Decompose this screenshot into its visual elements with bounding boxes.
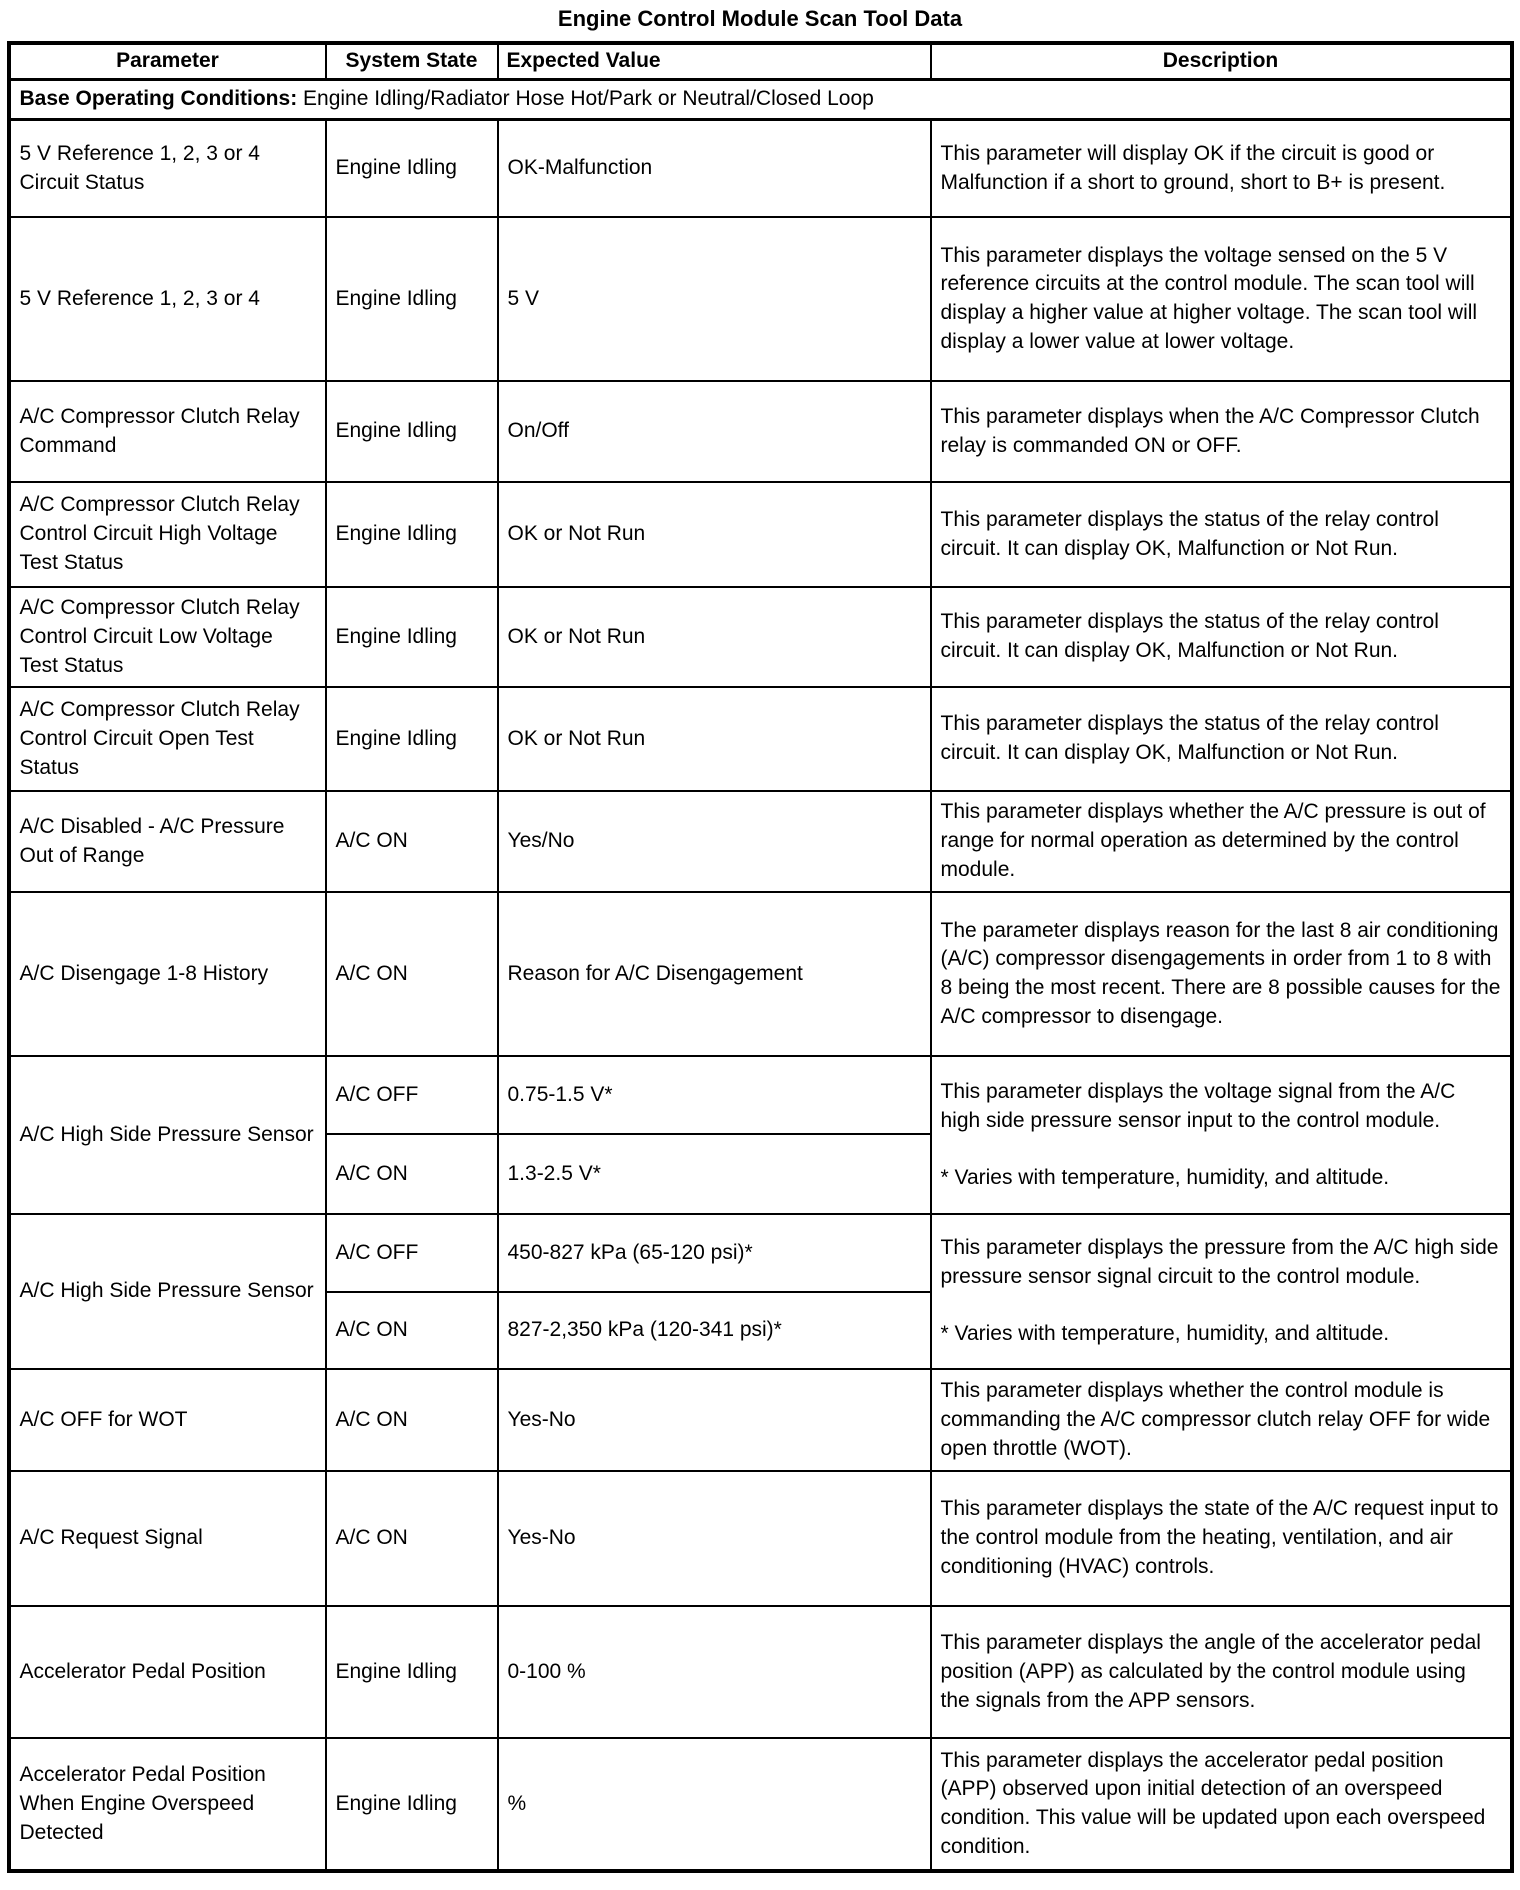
- description-paragraph: This parameter displays the status of the relay control circuit. It can display OK, Malfunction or Not Run.: [940, 507, 1439, 560]
- base-conditions-label: Base Operating Conditions:: [19, 86, 298, 110]
- page-title: Engine Control Module Scan Tool Data: [557, 6, 963, 31]
- description-paragraph: This parameter displays when the A/C Compressor Clutch relay is commanded ON or OFF.: [940, 404, 1480, 457]
- parameter-cell: Accelerator Pedal Position When Engine Overspeed Detected: [9, 1738, 326, 1871]
- table-row: [9, 1738, 1512, 1871]
- expected-value-cell: Yes-No: [498, 1369, 931, 1471]
- description-paragraph: This parameter displays the state of the A/C request input to the control module from the heating, ventilation, and air conditioning (HVAC) controls.: [940, 1497, 1499, 1579]
- table-row: [9, 892, 1512, 1056]
- scan-tool-data-table: [7, 41, 1514, 1873]
- expected-value-cell: 0.75-1.5 V*: [498, 1056, 931, 1134]
- table-row: [9, 217, 1512, 381]
- expected-value-cell: Yes/No: [498, 791, 931, 892]
- description-paragraph: This parameter displays the status of the relay control circuit. It can display OK, Malfunction or Not Run.: [940, 610, 1439, 663]
- description-paragraph: This parameter displays the voltage signal from the A/C high side pressure sensor input to the control module.: [940, 1079, 1456, 1132]
- expected-value-cell: OK or Not Run: [498, 587, 931, 687]
- description-cell: [931, 381, 1512, 482]
- description-paragraph: This parameter displays the accelerator pedal position (APP) observed upon initial detection of an overspeed condition. This value will be updated upon each overspeed condition.: [940, 1748, 1486, 1859]
- description-paragraph: This parameter displays the status of the relay control circuit. It can display OK, Malfunction or Not Run.: [940, 712, 1439, 765]
- expected-value-cell: Yes-No: [498, 1471, 931, 1606]
- description-cell: [931, 1056, 1512, 1214]
- system-state-cell: A/C ON: [326, 892, 498, 1056]
- description-paragraph: * Varies with temperature, humidity, and altitude.: [940, 1165, 1390, 1189]
- description-cell: [931, 687, 1512, 791]
- parameter-cell: A/C High Side Pressure Sensor: [9, 1056, 326, 1214]
- expected-value-cell: OK or Not Run: [498, 687, 931, 791]
- table-row: [9, 587, 1512, 687]
- parameter-cell: 5 V Reference 1, 2, 3 or 4 Circuit Status: [9, 119, 326, 217]
- description-paragraph: This parameter will display OK if the circuit is good or Malfunction if a short to ground, short to B+ is present.: [940, 141, 1446, 194]
- parameter-cell: A/C Compressor Clutch Relay Control Circuit Low Voltage Test Status: [9, 587, 326, 687]
- parameter-cell: A/C Disabled - A/C Pressure Out of Range: [9, 791, 326, 892]
- system-state-cell: A/C ON: [326, 1369, 498, 1471]
- description-cell: [931, 1369, 1512, 1471]
- parameter-cell: A/C Compressor Clutch Relay Control Circuit Open Test Status: [9, 687, 326, 791]
- system-state-cell: Engine Idling: [326, 1606, 498, 1738]
- table-row: [9, 119, 1512, 217]
- table-row: [9, 1056, 1512, 1134]
- parameter-cell: A/C High Side Pressure Sensor: [9, 1214, 326, 1369]
- system-state-cell: A/C OFF: [326, 1214, 498, 1292]
- description-paragraph: This parameter displays the voltage sensed on the 5 V reference circuits at the control module. The scan tool will display a higher value at higher voltage. The scan tool will display a lower value at lower voltage.: [940, 243, 1478, 354]
- base-conditions-text: Engine Idling/Radiator Hose Hot/Park or Neutral/Closed Loop: [297, 86, 874, 110]
- table-row: [9, 687, 1512, 791]
- description-paragraph: This parameter displays the pressure from the A/C high side pressure sensor signal circuit to the control module.: [940, 1236, 1499, 1289]
- system-state-cell: A/C ON: [326, 1134, 498, 1214]
- description-paragraph: The parameter displays reason for the last 8 air conditioning (A/C) compressor disengagements in order from 1 to 8 with 8 being the most recent. There are 8 possible causes for the A/C compressor to disengage.: [940, 918, 1501, 1029]
- table-row: [9, 791, 1512, 892]
- expected-value-cell: %: [498, 1738, 931, 1871]
- table-row: [9, 1471, 1512, 1606]
- expected-value-cell: On/Off: [498, 381, 931, 482]
- column-header-system-state: System State: [326, 43, 498, 79]
- parameter-cell: A/C Compressor Clutch Relay Command: [9, 381, 326, 482]
- table-row: [9, 1606, 1512, 1738]
- description-cell: [931, 119, 1512, 217]
- description-cell: [931, 1738, 1512, 1871]
- expected-value-cell: 450-827 kPa (65-120 psi)*: [498, 1214, 931, 1292]
- system-state-cell: A/C ON: [326, 1471, 498, 1606]
- expected-value-cell: 1.3-2.5 V*: [498, 1134, 931, 1214]
- system-state-cell: Engine Idling: [326, 587, 498, 687]
- parameter-cell: A/C Compressor Clutch Relay Control Circuit High Voltage Test Status: [9, 482, 326, 587]
- expected-value-cell: OK or Not Run: [498, 482, 931, 587]
- description-cell: [931, 217, 1512, 381]
- description-paragraph: This parameter displays the angle of the accelerator pedal position (APP) as calculated by the control module using the signals from the APP sensors.: [940, 1630, 1481, 1712]
- system-state-cell: Engine Idling: [326, 482, 498, 587]
- expected-value-cell: 0-100 %: [498, 1606, 931, 1738]
- expected-value-cell: 5 V: [498, 217, 931, 381]
- table-row: [9, 381, 1512, 482]
- system-state-cell: Engine Idling: [326, 217, 498, 381]
- description-cell: [931, 587, 1512, 687]
- description-paragraph: This parameter displays whether the control module is commanding the A/C compressor clutch relay OFF for wide open throttle (WOT).: [940, 1378, 1491, 1460]
- table-row: [9, 1369, 1512, 1471]
- description-paragraph: * Varies with temperature, humidity, and altitude.: [940, 1322, 1390, 1346]
- description-cell: [931, 1471, 1512, 1606]
- description-cell: [931, 482, 1512, 587]
- expected-value-cell: Reason for A/C Disengagement: [498, 892, 931, 1056]
- parameter-cell: A/C Request Signal: [9, 1471, 326, 1606]
- system-state-cell: A/C ON: [326, 791, 498, 892]
- description-cell: [931, 1606, 1512, 1738]
- description-cell: [931, 791, 1512, 892]
- description-cell: [931, 1214, 1512, 1369]
- parameter-cell: A/C Disengage 1-8 History: [9, 892, 326, 1056]
- expected-value-cell: OK-Malfunction: [498, 119, 931, 217]
- system-state-cell: Engine Idling: [326, 119, 498, 217]
- system-state-cell: Engine Idling: [326, 687, 498, 791]
- parameter-cell: 5 V Reference 1, 2, 3 or 4: [9, 217, 326, 381]
- base-conditions-cell: [9, 79, 1512, 119]
- table-row: [9, 1214, 1512, 1292]
- expected-value-cell: 827-2,350 kPa (120-341 psi)*: [498, 1292, 931, 1369]
- column-header-description: Description: [931, 43, 1512, 79]
- system-state-cell: Engine Idling: [326, 381, 498, 482]
- base-conditions-row: [9, 79, 1512, 119]
- parameter-cell: Accelerator Pedal Position: [9, 1606, 326, 1738]
- system-state-cell: A/C ON: [326, 1292, 498, 1369]
- table-row: [9, 482, 1512, 587]
- system-state-cell: A/C OFF: [326, 1056, 498, 1134]
- parameter-cell: A/C OFF for WOT: [9, 1369, 326, 1471]
- description-paragraph: This parameter displays whether the A/C pressure is out of range for normal operation as determined by the control module.: [940, 800, 1486, 882]
- column-header-parameter: Parameter: [9, 43, 326, 79]
- description-cell: [931, 892, 1512, 1056]
- system-state-cell: Engine Idling: [326, 1738, 498, 1871]
- column-header-expected-value: Expected Value: [498, 43, 931, 79]
- header-row: [9, 43, 1512, 79]
